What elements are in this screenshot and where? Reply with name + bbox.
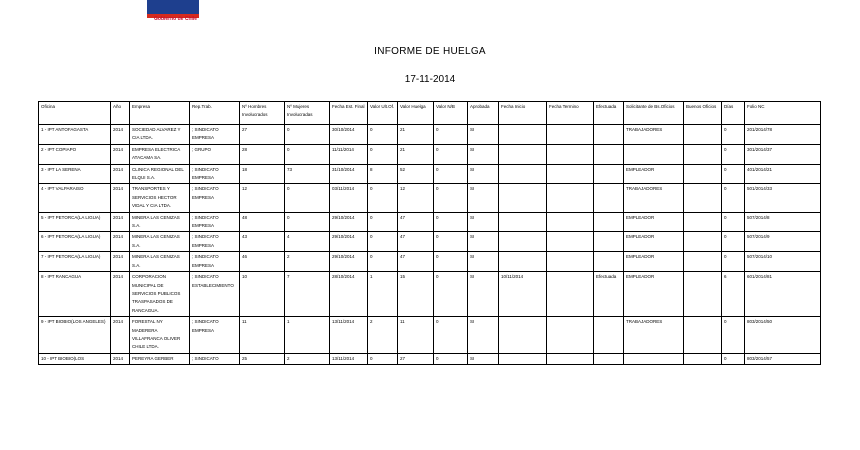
table-cell: 10/11/2014 [499,272,547,317]
table-cell: 0 [368,184,398,212]
table-cell [594,184,624,212]
table-cell: 9 - IPT BIOBIO(LOS ANGELES) [39,317,111,354]
table-cell: 2014 [111,212,130,232]
table-cell: 0 [434,353,468,364]
column-header: Nº Hombres Involucrados [240,102,285,125]
table-cell: SI [468,252,499,272]
table-cell [594,144,624,164]
column-header: Año [111,102,130,125]
table-cell [547,125,594,145]
table-cell: 73 [285,164,330,184]
table-cell: 11/11/2014 [330,144,368,164]
table-cell: 0 [368,144,398,164]
table-cell [684,144,722,164]
table-cell [684,272,722,317]
table-cell: 507/2014/10 [745,252,821,272]
column-header: Aprobada [468,102,499,125]
table-cell: SI [468,164,499,184]
column-header: Folio NC [745,102,821,125]
table-cell [547,252,594,272]
table-cell [684,317,722,354]
table-cell: 2 [285,353,330,364]
table-cell: SI [468,125,499,145]
table-cell: 0 [368,353,398,364]
table-cell: 3 - IPT LA SERENA [39,164,111,184]
table-cell: ; SINDICATO EMPRESA [190,164,240,184]
table-cell: 47 [398,212,434,232]
column-header: Solicitante de Bs.Oficios [624,102,684,125]
column-header: Valor Ult.Of. [368,102,398,125]
table-cell: 0 [434,184,468,212]
table-cell: 21 [398,144,434,164]
table-cell: 47 [398,232,434,252]
table-cell: PEREYRA GERBER [130,353,190,364]
table-cell: FORESTAL NY MADERERA VILLAFRANCA OLIVER CHILE LTDA. [130,317,190,354]
table-cell: 46 [240,252,285,272]
report-title: INFORME DE HUELGA [374,46,486,57]
table-cell: ; SINDICATO EMPRESA [190,317,240,354]
column-header: Fecha Inicio [499,102,547,125]
table-cell: 03/11/2014 [330,184,368,212]
table-cell: EMPLEADOR [624,212,684,232]
table-cell: SI [468,353,499,364]
table-cell [594,164,624,184]
table-cell: SI [468,212,499,232]
table-cell: ; SINDICATO [190,353,240,364]
table-cell: TRABAJADORES [624,125,684,145]
table-cell [499,164,547,184]
table-cell [684,252,722,272]
table-cell: CORPORACION MUNICIPAL DE SERVICIOS PUBLICOS TRASPASADOS DE RANCAGUA. [130,272,190,317]
table-row [39,272,821,317]
table-cell: 0 [434,125,468,145]
table-cell: 0 [285,212,330,232]
table-cell: 31/10/2014 [330,164,368,184]
table-cell: 5 - IPT PETORCA(LA LIGUA) [39,212,111,232]
table-cell: 48 [240,212,285,232]
report-date: 17-11-2014 [404,74,456,85]
table-cell: 27 [398,353,434,364]
table-row [39,164,821,184]
table-cell [499,252,547,272]
table-cell: MINERA LAS CENIZAS S.A. [130,252,190,272]
table-cell: 13/11/2014 [330,353,368,364]
table-cell: 11 [398,317,434,354]
table-cell: 29/10/2014 [330,252,368,272]
table-cell: ; SINDICATO EMPRESA [190,212,240,232]
table-cell: 7 - IPT PETORCA(LA LIGUA) [39,252,111,272]
table-cell: EMPLEADOR [624,252,684,272]
table-cell: 0 [722,125,745,145]
column-header: Fecha Termino [547,102,594,125]
table-cell: 0 [434,272,468,317]
table-cell: TRABAJADORES [624,184,684,212]
table-cell: EMPLEADOR [624,232,684,252]
table-cell: CLINICA REGIONAL DEL ELQUI S.A. [130,164,190,184]
table-cell: 47 [398,252,434,272]
table-cell [547,212,594,232]
table-row [39,184,821,212]
table-row [39,232,821,252]
table-cell: 803/2014/57 [745,353,821,364]
table-cell: 0 [285,184,330,212]
column-header: Buenos Oficios [684,102,722,125]
table-cell: 0 [434,144,468,164]
table-cell: 12 [398,184,434,212]
table-cell: EMPLEADOR [624,272,684,317]
table-cell: 25 [240,353,285,364]
table-cell: 0 [285,125,330,145]
table-cell: 803/2014/50 [745,317,821,354]
table-cell [594,232,624,252]
table-cell: 0 [722,184,745,212]
table-cell: 29/10/2014 [330,232,368,252]
table-cell: 30/10/2014 [330,125,368,145]
table-cell [624,144,684,164]
table-cell: 2014 [111,272,130,317]
table-cell: 301/2014/37 [745,144,821,164]
table-header-row [39,102,821,125]
table-cell: 28 [240,144,285,164]
table-row [39,353,821,364]
table-cell [594,353,624,364]
column-header: Nº Mujeres Involucradas [285,102,330,125]
table-cell: 13/11/2014 [330,317,368,354]
table-cell: 0 [434,212,468,232]
table-cell: 0 [368,212,398,232]
gobierno-logo [147,0,199,14]
table-cell: 28/10/2014 [330,272,368,317]
table-body [39,125,821,365]
table-cell [594,125,624,145]
strike-report-table [38,101,821,365]
table-cell: 29/10/2014 [330,212,368,232]
table-cell: 21 [398,125,434,145]
table-cell: 0 [434,317,468,354]
table-cell [499,125,547,145]
table-row [39,125,821,145]
column-header: Efectuada [594,102,624,125]
table-cell: 507/2014/9 [745,232,821,252]
table-cell: EMPRESA ELECTRICA ATACAMA SA. [130,144,190,164]
table-cell [684,164,722,184]
column-header: Rep.Trab. [190,102,240,125]
table-cell: 2014 [111,353,130,364]
table-cell [624,353,684,364]
table-cell [594,212,624,232]
table-cell: 4 - IPT VALPARAISO [39,184,111,212]
column-header: Fecha Est. Final [330,102,368,125]
table-cell: 201/2014/78 [745,125,821,145]
table-cell: 2014 [111,164,130,184]
table-cell [547,317,594,354]
table-cell: 0 [434,164,468,184]
table-cell: 6 - IPT PETORCA(LA LIGUA) [39,232,111,252]
table-cell: 27 [240,125,285,145]
table-cell [547,353,594,364]
column-header: Oficina [39,102,111,125]
table-cell: 1 [285,317,330,354]
table-cell: 0 [722,212,745,232]
table-cell: 0 [434,232,468,252]
table-cell [594,317,624,354]
table-row [39,252,821,272]
table-cell: ; SINDICATO EMPRESA [190,232,240,252]
table-cell: SI [468,144,499,164]
table-cell: 15 [398,272,434,317]
table-cell: SI [468,317,499,354]
table-cell [547,184,594,212]
table-cell: 2014 [111,184,130,212]
table-cell: ; SINDICATO EMPRESA [190,184,240,212]
table-cell: 12 [240,184,285,212]
table-cell: 8 - IPT RANCAGUA [39,272,111,317]
table-cell: 2014 [111,317,130,354]
logo-text: Gobierno de Chile [154,16,198,22]
table-cell: 0 [722,144,745,164]
table-cell [499,144,547,164]
table-row [39,317,821,354]
table-cell [684,232,722,252]
table-cell: 401/2014/21 [745,164,821,184]
table-cell [684,125,722,145]
table-cell: ; SINDICATO EMPRESA [190,125,240,145]
table-cell: 0 [285,144,330,164]
table-cell: 11 [240,317,285,354]
table-cell [499,317,547,354]
column-header: Valor N/B [434,102,468,125]
table-cell: 2014 [111,252,130,272]
table-row [39,212,821,232]
table-cell [547,232,594,252]
table-cell [547,144,594,164]
table-cell: 0 [368,232,398,252]
column-header: Valor Huelga [398,102,434,125]
table-cell: 0 [722,353,745,364]
table-cell: 8 [368,164,398,184]
table-cell: 2 [285,252,330,272]
table-cell: SI [468,272,499,317]
table-cell: 10 [240,272,285,317]
table-cell: 2 - IPT COPIAPO [39,144,111,164]
table-cell [499,232,547,252]
column-header: Días [722,102,745,125]
table-cell: 6 [722,272,745,317]
table-cell: 7 [285,272,330,317]
table-cell [684,184,722,212]
table-cell: 2014 [111,144,130,164]
table-cell: 501/2014/33 [745,184,821,212]
table-cell: ; GRUPO [190,144,240,164]
table-cell: 10 - IPT BIOBIO(LOS [39,353,111,364]
column-header: Empresa [130,102,190,125]
table-cell: 1 - IPT ANTOFAGASTA [39,125,111,145]
table-cell: ; SINDICATO ESTABLECIMIENTO [190,272,240,317]
table-cell: 507/2014/8 [745,212,821,232]
table-cell: 0 [722,164,745,184]
table-cell: 0 [722,317,745,354]
table-cell: MINERA LAS CENIZAS S.A. [130,212,190,232]
table-cell: SI [468,184,499,212]
table-cell: 0 [368,125,398,145]
table-cell: 52 [398,164,434,184]
table-cell: 2 [368,317,398,354]
table-cell: 2014 [111,232,130,252]
table-cell [499,353,547,364]
table-cell [547,164,594,184]
table-cell: 0 [722,232,745,252]
table-cell [684,353,722,364]
table-cell: TRABAJADORES [624,317,684,354]
table-cell: 0 [368,252,398,272]
table-cell: 0 [722,252,745,272]
table-cell [499,212,547,232]
table-cell: TRANSPORTES Y SERVICIOS HECTOR VIDAL Y CIA LTDA. [130,184,190,212]
table-cell: SI [468,232,499,252]
table-cell: 43 [240,232,285,252]
table-cell: 2014 [111,125,130,145]
table-row [39,144,821,164]
table-cell: SOCIEDAD ALVAREZ Y CIA LTDA. [130,125,190,145]
table-cell: 18 [240,164,285,184]
table-cell: MINERA LAS CENIZAS S.A. [130,232,190,252]
table-cell [684,212,722,232]
table-cell [547,272,594,317]
table-cell: 601/2014/81 [745,272,821,317]
table-cell [499,184,547,212]
table-cell: 1 [368,272,398,317]
table-cell: 0 [434,252,468,272]
table-cell: Efectuada [594,272,624,317]
table-cell: 4 [285,232,330,252]
table-cell: ; SINDICATO EMPRESA [190,252,240,272]
table-cell: EMPLEADOR [624,164,684,184]
table-cell [594,252,624,272]
